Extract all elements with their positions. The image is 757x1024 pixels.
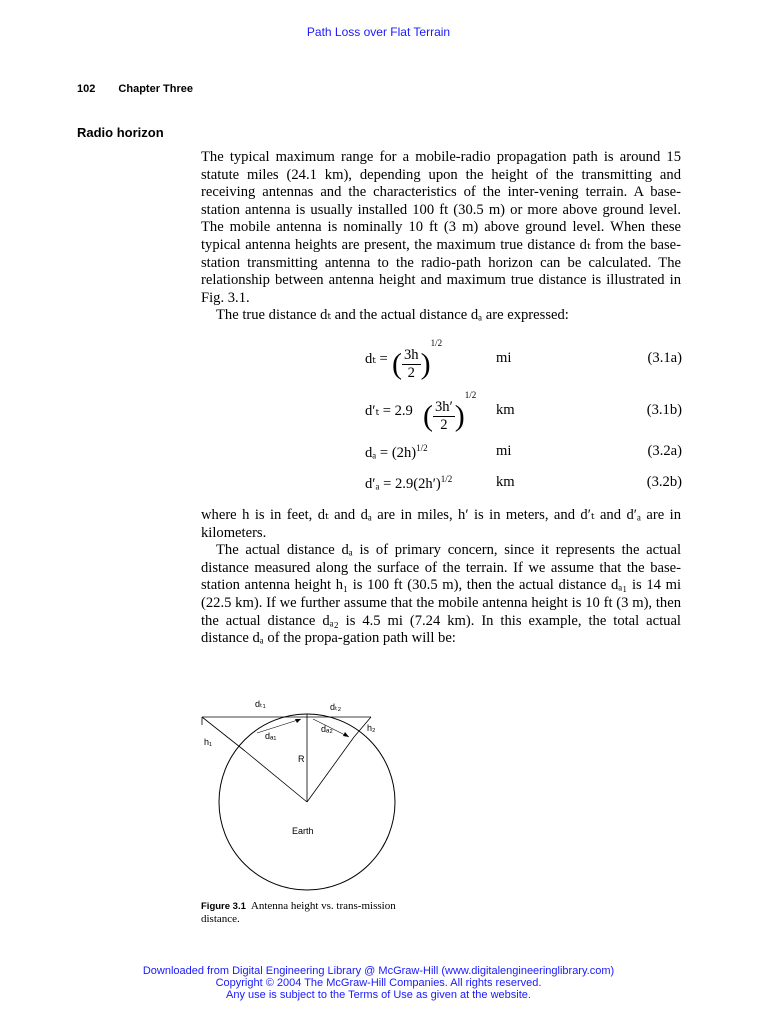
- body-text-upper: [201, 149, 681, 325]
- equation-3-1a: [200, 338, 682, 382]
- label-dt2: dₜ₂: [330, 702, 342, 712]
- paragraph-2: The true distance dₜ and the actual distance dₐ are expressed:: [216, 307, 569, 324]
- eq-unit: mi: [496, 350, 512, 366]
- eq-lhs: dₜ =: [365, 351, 388, 367]
- eq-lhs: $d'_a = 2.9(2h')^{1/2}$: [365, 474, 453, 492]
- page-number: 102: [77, 83, 96, 95]
- eq-exponent: 1/2: [440, 474, 453, 484]
- da1-arrowhead: [295, 719, 301, 723]
- eq-exponent: 1/2: [464, 390, 477, 400]
- running-title-link[interactable]: Path Loss over Flat Terrain: [306, 25, 451, 39]
- section-heading: Radio horizon: [77, 125, 164, 140]
- eq-lhs: d′ₜ = 2.9: [365, 403, 413, 419]
- eq-fraction: $\frac{3h}{2}$: [404, 347, 419, 382]
- paren-right: ): [454, 399, 465, 433]
- label-r: R: [298, 754, 305, 764]
- paren-left: (: [392, 347, 402, 381]
- label-da1: dₐ₁: [265, 731, 277, 741]
- eq-lhs: $d_a = (2h)^{1/2}$: [365, 443, 428, 461]
- figure-3-1-diagram: [197, 695, 427, 895]
- equation-3-1b: [200, 390, 682, 434]
- label-earth: Earth: [292, 826, 314, 836]
- footer-copyright[interactable]: Copyright © 2004 The McGraw-Hill Companies. All rights reserved.: [215, 977, 542, 989]
- eq-unit: km: [496, 402, 515, 418]
- label-h2: h₂: [367, 723, 376, 733]
- eq-number: (3.2b): [646, 474, 682, 490]
- eq-exponent: 1/2: [416, 443, 428, 453]
- caption-label: Figure 3.1: [201, 901, 246, 912]
- eq-exponent: 1/2: [430, 338, 443, 348]
- eq-number: (3.2a): [647, 443, 682, 459]
- chapter-title: Chapter Three: [118, 83, 193, 95]
- equation-3-2b: [200, 464, 682, 504]
- body-text-lower: [201, 507, 681, 648]
- paragraph-1: The typical maximum range for a mobile-radio propagation path is around 15 statute miles (24.1 km), depending upon the height of the transmitting and receiving antennas and the characteristics of the inter-vening terrain. A base-station antenna is usually installed 100 ft (30.5 m) or more above ground level. The mobile antenna is nominally 10 ft (3 m) above ground level. When these typical antenna heights are present, the maximum true distance dₜ from the base-station transmitting antenna to the radio-path horizon can be calculated. The relationship between antenna height and maximum true distance is illustrated in Fig. 3.1.: [201, 149, 681, 306]
- footer-download-link[interactable]: Downloaded from Digital Engineering Library @ McGraw-Hill (www.digitalengineeringlibrary.com): [142, 965, 615, 977]
- footer: [0, 965, 757, 1001]
- paren-left: (: [423, 399, 433, 433]
- eq-number: (3.1b): [646, 402, 682, 418]
- radius-line-right: [307, 737, 354, 802]
- label-dt1: dₜ₁: [255, 699, 266, 709]
- eq-unit: mi: [496, 443, 512, 459]
- figure-caption: [201, 900, 406, 926]
- label-da2: dₐ₂: [321, 724, 333, 734]
- footer-terms[interactable]: Any use is subject to the Terms of Use as given at the website.: [226, 989, 531, 1001]
- da2-arrowhead: [343, 732, 349, 737]
- paragraph-3: where h is in feet, dₜ and dₐ are in miles, h′ is in meters, and d′ₜ and d′ₐ are in kilometers.: [201, 507, 681, 541]
- paragraph-4: The actual distance dₐ is of primary concern, since it represents the actual distance measured along the surface of the terrain. If we assume that the base-station antenna height h₁ is 100 ft (30.5 m), then the actual distance dₐ₁ is 14 mi (22.5 km). If we further assume that the mobile antenna height is 10 ft (3 m), then the actual distance dₐ₂ is 4.5 mi (7.24 km). In this example, the total actual distance dₐ of the propa-gation path will be:: [201, 542, 681, 647]
- eq-fraction: $\frac{3h'}{2}$: [435, 399, 453, 434]
- eq-unit: km: [496, 474, 515, 490]
- label-h1: h₁: [204, 737, 213, 747]
- paren-right: ): [420, 347, 431, 381]
- eq-number: (3.1a): [647, 350, 682, 366]
- caption-text: Antenna height vs. trans-mission distance.: [201, 900, 396, 925]
- running-head: [77, 83, 193, 95]
